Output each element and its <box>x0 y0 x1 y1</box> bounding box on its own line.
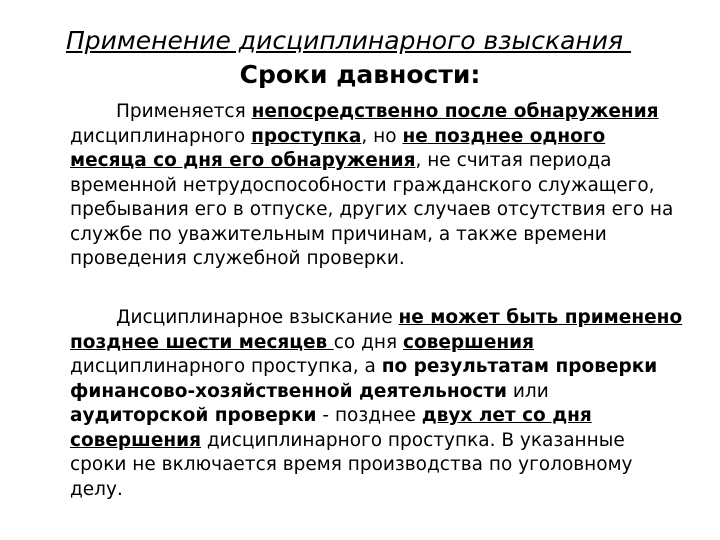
p1-text-2: дисциплинарного <box>70 125 252 147</box>
paragraph-limitation-period <box>70 306 686 502</box>
p2-text-1: Дисциплинарное взыскание <box>116 307 399 328</box>
p2-emphasis-commission: совершения <box>403 331 534 353</box>
p1-text-3: , но <box>361 125 403 147</box>
slide-subtitle: Сроки давности: <box>239 60 481 89</box>
p2-text-3: дисциплинарного проступка, а <box>70 356 382 377</box>
p1-emphasis-offense: проступка <box>251 125 362 147</box>
p2-text-5: - позднее <box>316 405 422 426</box>
p2-emphasis-six-months: не может быть применено позднее шести месяцев <box>70 307 683 353</box>
p2-text-6: дисциплинарного проступка. В указанные сроки не включается время производства по уголовному делу. <box>70 429 633 500</box>
p2-text-4: или <box>507 380 549 402</box>
p1-text-4: , не считая периода временной нетрудоспособности гражданского служащего, пребывания его в отпуске, других случаев отсутствия его на службе по уважительным причинам, а также времени проведения служебной проверки. <box>70 150 674 269</box>
p1-text-1: Применяется <box>116 101 252 122</box>
p1-emphasis-one-month: не позднее одного месяца со дня его обнаружения <box>70 125 606 171</box>
p2-emphasis-auditor-check: аудиторской проверки <box>70 405 317 426</box>
paragraph-application-term <box>70 100 686 272</box>
slide-title: Применение дисциплинарного взыскания <box>66 26 631 55</box>
p1-emphasis-immediately: непосредственно после обнаружения <box>251 101 659 122</box>
p2-text-2: со дня <box>333 331 403 353</box>
p2-emphasis-two-years: двух лет со дня совершения <box>70 405 592 451</box>
p2-emphasis-financial-audit: по результатам проверки финансово-хозяйственной деятельности <box>70 356 658 402</box>
